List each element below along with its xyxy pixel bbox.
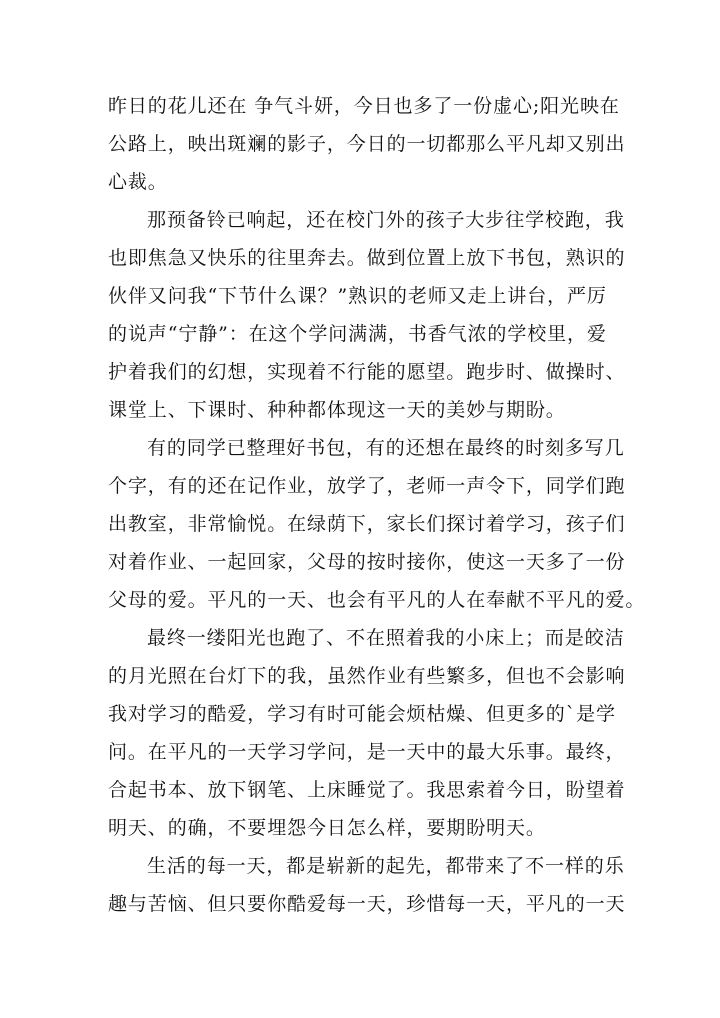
text-line: 合起书本、放下钢笔、上床睡觉了。我思索着今日，盼望着 [108,779,626,801]
text-line: 出教室，非常愉悦。在绿荫下，家长们探讨着学习，孩子们 [108,513,626,535]
paragraph-first-line: 有的同学已整理好书包，有的还想在最终的时刻多写几 [147,437,625,459]
text-line: 公路上，映出斑斓的影子，今日的一切都那么平凡却又别出 [108,133,626,155]
text-line: 伙伴又问我“下节什么课？”熟识的老师又走上讲台，严厉 [108,285,607,307]
text-line: 的说声“宁静”：在这个学问满满，书香气浓的学校里，爱 [108,323,607,345]
text-line: 问。在平凡的一天学习学问，是一天中的最大乐事。最终， [108,741,626,763]
text-line: 明天、的确，不要埋怨今日怎么样，要期盼明天。 [108,817,546,839]
text-line: 个字，有的还在记作业，放学了，老师一声令下，同学们跑 [108,475,626,497]
text-line: 心裁。 [108,171,168,193]
text-line: 昨日的花儿还在 争气斗妍，今日也多了一份虚心;阳光映在 [108,95,620,117]
text-line: 的月光照在台灯下的我，虽然作业有些繁多，但也不会影响 [108,665,626,687]
paragraph-first-line: 最终一缕阳光也跑了、不在照着我的小床上；而是皎洁 [147,627,625,649]
text-line: 我对学习的酷爱，学习有时可能会烦枯燥、但更多的`是学 [108,703,616,725]
text-line: 父母的爱。平凡的一天、也会有平凡的人在奉献不平凡的爱。 [108,589,646,611]
text-line: 课堂上、下课时、种种都体现这一天的美妙与期盼。 [108,399,566,421]
paragraph-first-line: 生活的每一天，都是崭新的起先，都带来了不一样的乐 [147,855,625,877]
text-line: 护着我们的幻想，实现着不行能的愿望。跑步时、做操时、 [108,361,626,383]
text-line: 对着作业、一起回家，父母的按时接你，使这一天多了一份 [108,551,626,573]
paragraph-first-line: 那预备铃已响起，还在校门外的孩子大步往学校跑，我 [147,209,625,231]
text-line: 也即焦急又快乐的往里奔去。做到位置上放下书包，熟识的 [108,247,626,269]
text-line: 趣与苦恼、但只要你酷爱每一天，珍惜每一天，平凡的一天 [108,893,626,915]
